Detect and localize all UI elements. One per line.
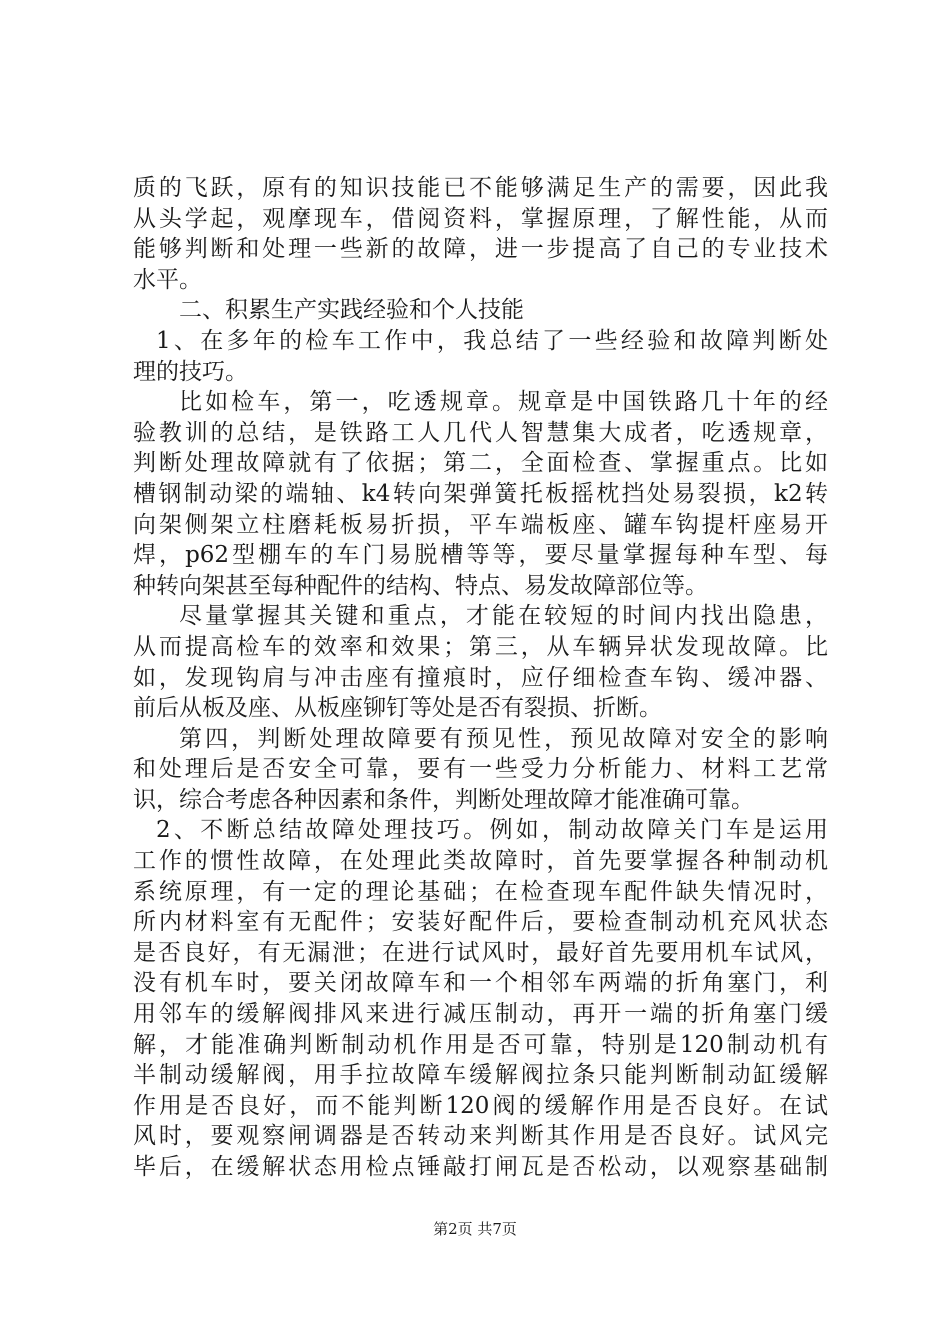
text-line: 焊，p62型棚车的车门易脱槽等等，要尽量掌握每种车型、每 — [133, 542, 828, 569]
text-line: 所内材料室有无配件；安装好配件后，要检查制动机充风状态 — [133, 909, 828, 936]
text-line: 识，综合考虑各种因素和条件，判断处理故障才能准确可靠。 — [133, 786, 754, 813]
section-heading: 二、积累生产实践经验和个人技能 — [179, 297, 524, 324]
text-line: 1、在多年的检车工作中，我总结了一些经验和故障判断处 — [156, 327, 828, 354]
text-line: 如，发现钩肩与冲击座有撞痕时，应仔细检查车钩、缓冲器、 — [133, 664, 828, 691]
body-text — [133, 173, 828, 1183]
text-line: 验教训的总结，是铁路工人几代人智慧集大成者，吃透规章， — [133, 419, 828, 446]
text-line: 能够判断和处理一些新的故障，进一步提高了自己的专业技术 — [133, 236, 828, 263]
text-line: 水平。 — [133, 266, 202, 293]
text-line: 2、不断总结故障处理技巧。例如，制动故障关门车是运用 — [156, 817, 828, 844]
text-line: 理的技巧。 — [133, 358, 248, 385]
text-line: 工作的惯性故障，在处理此类故障时，首先要掌握各种制动机 — [133, 848, 828, 875]
text-line: 系统原理，有一定的理论基础；在检查现车配件缺失情况时， — [133, 878, 828, 905]
text-line: 用邻车的缓解阀排风来进行减压制动，再开一端的折角塞门缓 — [133, 1001, 828, 1028]
text-line: 质的飞跃，原有的知识技能已不能够满足生产的需要，因此我 — [133, 175, 828, 201]
text-line: 判断处理故障就有了依据；第二，全面检查、掌握重点。比如 — [133, 450, 828, 477]
text-line: 尽量掌握其关键和重点，才能在较短的时间内找出隐患， — [179, 603, 828, 630]
text-line: 是否良好，有无漏泄；在进行试风时，最好首先要用机车试风， — [133, 939, 828, 966]
text-line: 从而提高检车的效率和效果；第三，从车辆异状发现故障。比 — [133, 633, 828, 660]
text-line: 和处理后是否安全可靠，要有一些受力分析能力、材料工艺常 — [133, 756, 828, 783]
page-footer: 第2页 共7页 — [433, 1220, 517, 1238]
text-line: 槽钢制动梁的端轴、k4转向架弹簧托板摇枕挡处易裂损，k2转 — [133, 480, 828, 507]
text-line: 比如检车，第一，吃透规章。规章是中国铁路几十年的经 — [179, 389, 828, 416]
text-line: 第四，判断处理故障要有预见性，预见故障对安全的影响 — [179, 725, 828, 752]
text-line: 风时，要观察闸调器是否转动来判断其作用是否良好。试风完 — [133, 1123, 828, 1150]
text-line: 作用是否良好，而不能判断120阀的缓解作用是否良好。在试 — [133, 1092, 828, 1119]
text-line: 从头学起，观摩现车，借阅资料，掌握原理，了解性能，从而 — [133, 205, 828, 232]
text-line: 解，才能准确判断制动机作用是否可靠，特别是120制动机有 — [133, 1031, 828, 1058]
text-line: 没有机车时，要关闭故障车和一个相邻车两端的折角塞门，利 — [133, 970, 828, 997]
text-line: 毕后，在缓解状态用检点锤敲打闸瓦是否松动，以观察基础制 — [133, 1154, 828, 1180]
text-line: 种转向架甚至每种配件的结构、特点、易发故障部位等。 — [133, 572, 708, 599]
text-line: 向架侧架立柱磨耗板易折损，平车端板座、罐车钩提杆座易开 — [133, 511, 828, 538]
text-line: 前后从板及座、从板座铆钉等处是否有裂损、折断。 — [133, 695, 662, 722]
text-line: 半制动缓解阀，用手拉故障车缓解阀拉条只能判断制动缸缓解 — [133, 1062, 828, 1089]
